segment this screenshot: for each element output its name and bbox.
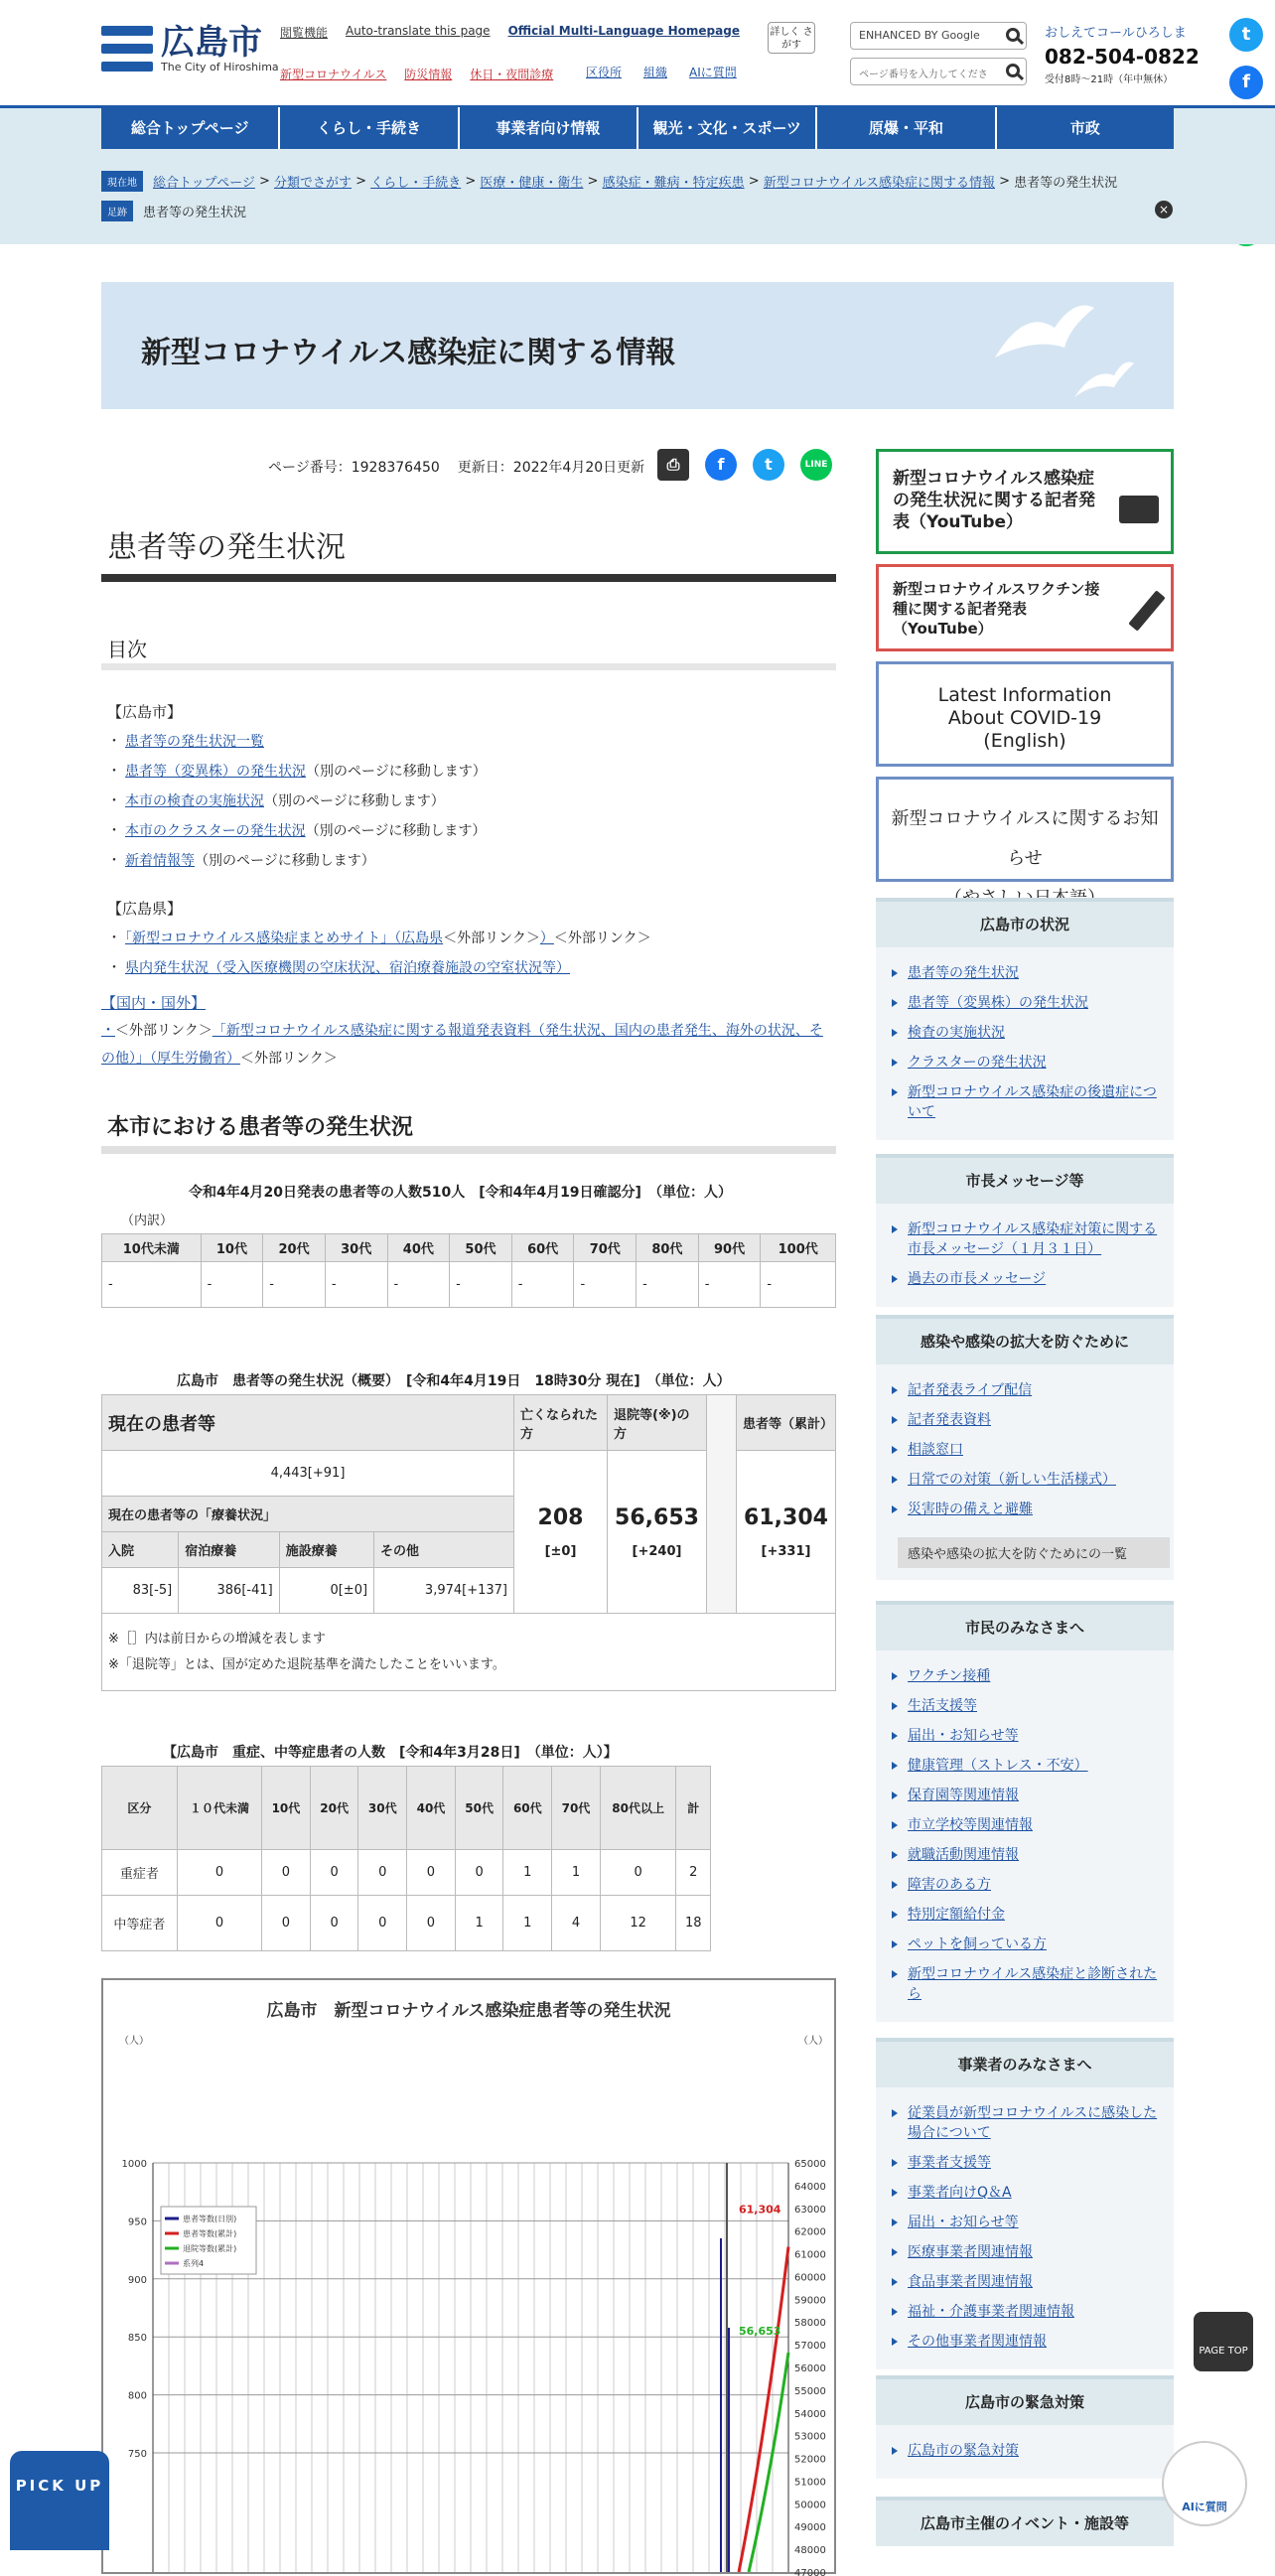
legend-label: 退院等数(累計) — [183, 2244, 237, 2253]
y-axis-left-label: （人） — [119, 2036, 149, 2047]
sidebar-link[interactable]: 保育園等関連情報 — [892, 1786, 1158, 1805]
site-header — [0, 0, 1275, 105]
sidebar-link[interactable]: 事業者向けQ＆A — [892, 2183, 1158, 2203]
sidebar-link[interactable]: 医療事業者関連情報 — [892, 2242, 1158, 2262]
y-tick-right: 50000 — [794, 2500, 826, 2511]
breadcrumb-item[interactable]: くらし・手続き — [370, 176, 462, 191]
y-tick-right: 61000 — [794, 2249, 826, 2261]
section-heading: 広島市主催のイベント・施設等 — [876, 2497, 1174, 2546]
table-header: 20代 — [263, 1234, 326, 1262]
list-item: ・ 本市の検査の実施状況（別のページに移動します） — [107, 793, 445, 809]
table-cell: 0 — [358, 1850, 407, 1896]
sidebar-section-citizens — [876, 1601, 1174, 2022]
facebook-share-icon[interactable]: f — [705, 449, 737, 481]
list-item: ・ 県内発生状況（受入医療機関の空床状況、宿泊療養施設の空室状況等） — [107, 960, 570, 976]
sidebar-link[interactable]: 新型コロナウイルス感染症と診断されたら — [892, 1964, 1158, 2004]
dead-label: 亡くなられた方 — [514, 1395, 608, 1451]
cases-chart — [101, 1978, 836, 2574]
table-header: 30代 — [358, 1767, 407, 1850]
table-cell: - — [387, 1262, 450, 1308]
ward-office-link[interactable]: 区役所 — [586, 66, 623, 79]
breadcrumb-item[interactable]: 新型コロナウイルス感染症に関する情報 — [763, 176, 995, 191]
header-utility-links — [280, 24, 740, 41]
organization-link[interactable]: 組織 — [643, 66, 668, 79]
global-nav — [101, 107, 1174, 149]
callcenter-number: 082-504-0822 — [1045, 45, 1200, 69]
table-cell: - — [637, 1262, 699, 1308]
annotation-label: 61,304 — [739, 2203, 781, 2217]
current-value: 4,443[+91] — [102, 1451, 514, 1497]
pickup-button[interactable]: PICK UP — [10, 2451, 109, 2550]
y-tick-right: 57000 — [794, 2341, 826, 2353]
list-item: ・ 「新型コロナウイルス感染症まとめサイト」（広島県＜外部リンク＞）＜外部リンク＞ — [107, 930, 651, 946]
y-tick-left: 800 — [127, 2390, 147, 2402]
sidebar-link[interactable]: ペットを飼っている方 — [892, 1934, 1158, 1954]
y-tick-left: 1000 — [121, 2159, 147, 2170]
y-tick-right: 51000 — [794, 2477, 826, 2489]
national-links — [101, 989, 836, 1073]
share-icons — [657, 449, 832, 481]
care-header: 施設療養 — [279, 1532, 373, 1568]
y-tick-right: 49000 — [794, 2522, 826, 2534]
press-youtube-button[interactable]: 新型コロナウイルス感染症の発生状況に関する記者発表（YouTube） — [876, 449, 1174, 554]
covid-link[interactable]: 新型コロナウイルス — [280, 68, 387, 81]
nav-item-life[interactable]: くらし・手続き — [280, 107, 459, 149]
table-cell: - — [574, 1262, 637, 1308]
legend-label: 系列4 — [183, 2259, 205, 2268]
sidebar-section-emergency — [876, 2375, 1174, 2479]
section-heading: 市長メッセージ等 — [876, 1154, 1174, 1204]
table-header: 10代 — [262, 1767, 311, 1850]
sidebar-link[interactable]: 市立学校等関連情報 — [892, 1815, 1158, 1835]
y-tick-right: 62000 — [794, 2226, 826, 2238]
view-function-link[interactable]: 閲覧機能 — [280, 26, 329, 40]
y-tick-left: 850 — [127, 2333, 147, 2345]
annotation-label: 56,653 — [739, 2325, 781, 2339]
breadcrumb: 現在地 総合トップページ > 分類でさがす > くらし・手続き > 医療・健康・衛生 > 感染症・難病・特定疾患 > 新型コロナウイルス感染症に関する情報 > 患者等の発生状況 — [101, 171, 1117, 192]
page-top-button[interactable]: PAGE TOP — [1194, 2312, 1253, 2371]
line-share-icon[interactable]: LINE — [800, 449, 832, 481]
care-value: 83[-5] — [102, 1568, 179, 1614]
title-underline — [101, 574, 836, 582]
nav-item-top[interactable]: 総合トップページ — [101, 107, 280, 149]
table-header: 50代 — [455, 1767, 503, 1850]
nav-item-peace[interactable]: 原爆・平和 — [817, 107, 996, 149]
table-cell: 0 — [177, 1850, 261, 1896]
site-search-input[interactable]: ENHANCED BY Google — [850, 22, 1027, 50]
summary-table — [101, 1394, 836, 1691]
table-cell: - — [102, 1262, 202, 1308]
table-cell: - — [698, 1262, 761, 1308]
table-cell: 中等症者 — [102, 1896, 178, 1951]
sidebar-link[interactable]: 障害のある方 — [892, 1875, 1158, 1895]
nav-item-tourism[interactable]: 観光・文化・スポーツ — [638, 107, 817, 149]
detailed-search-button[interactable]: 詳しく さがす — [768, 22, 815, 54]
table-gap — [707, 1395, 737, 1614]
care-value: 3,974[+137] — [374, 1568, 514, 1614]
legend-label: 患者等数(累計) — [183, 2229, 237, 2238]
y-axis-right-label: （人） — [798, 2036, 828, 2047]
table-cell: - — [263, 1262, 326, 1308]
toc-underline — [101, 663, 836, 670]
recovered-label: 退院等(※)の方 — [608, 1395, 707, 1451]
table-header: 40代 — [387, 1234, 450, 1262]
y-tick-right: 48000 — [794, 2545, 826, 2557]
bird-decoration-icon — [975, 288, 1154, 407]
y-tick-right: 47000 — [794, 2568, 826, 2576]
ai-question-link[interactable]: AIに質問 — [689, 66, 737, 79]
y-tick-right: 54000 — [794, 2408, 826, 2420]
table-header: 30代 — [325, 1234, 387, 1262]
y-tick-right: 65000 — [794, 2159, 826, 2170]
easy-japanese-button[interactable]: 新型コロナウイルスに関するお知らせ — [876, 777, 1174, 882]
table-header: 10代 — [201, 1234, 263, 1262]
page-banner — [101, 282, 1174, 409]
table-cell: 1 — [455, 1896, 503, 1951]
disaster-link[interactable]: 防災情報 — [404, 68, 453, 81]
recovered-cell: 56,653 [+240] — [608, 1451, 707, 1614]
section-more-link[interactable]: 感染や感染の拡大を防ぐためにの一覧 — [898, 1537, 1170, 1568]
table-cell: 12 — [600, 1896, 676, 1951]
y-tick-right: 56000 — [794, 2363, 826, 2374]
page-meta — [268, 457, 644, 477]
search-icon[interactable] — [1006, 64, 1020, 77]
sidebar-link[interactable]: 福祉・介護事業者関連情報 — [892, 2302, 1158, 2322]
sidebar-section-prevention — [876, 1315, 1174, 1580]
callcenter-hours: 受付8時～21時（年中無休） — [1045, 74, 1174, 85]
section-heading: 感染や感染の拡大を防ぐために — [876, 1315, 1174, 1364]
table-cell: 0 — [407, 1896, 456, 1951]
sidebar-link[interactable]: 健康管理（ストレス・不安） — [892, 1756, 1158, 1776]
table-header: 40代 — [407, 1767, 456, 1850]
logo-subtitle: The City of Hiroshima — [161, 60, 279, 73]
twitter-icon[interactable]: t — [1229, 18, 1263, 52]
sidebar-link[interactable]: 新型コロナウイルス感染症対策に関する市長メッセージ（１月３１日） — [892, 1219, 1158, 1259]
table-header: 計 — [676, 1767, 711, 1850]
table-cell: 1 — [503, 1896, 552, 1951]
sidebar-link[interactable]: ワクチン接種 — [892, 1666, 1158, 1686]
table-header: 20代 — [310, 1767, 358, 1850]
table-header: 50代 — [450, 1234, 512, 1262]
site-logo[interactable] — [101, 24, 279, 73]
care-header: 入院 — [102, 1532, 179, 1568]
table-cell: 0 — [177, 1896, 261, 1951]
sidebar-link[interactable]: 従業員が新型コロナウイルスに感染した場合について — [892, 2103, 1158, 2143]
auto-translate-link[interactable]: Auto-translate this page — [346, 24, 491, 38]
holiday-clinic-link[interactable]: 休日・夜間診療 — [470, 68, 554, 81]
page-updated: 更新日：2022年4月20日更新 — [457, 460, 645, 476]
list-item: ・＜外部リンク＞「新型コロナウイルス感染症に関する報道発表資料（発生状況、国内の患者発生、海外の状況、その他）」（厚生労働省）＜外部リンク＞ — [101, 1023, 823, 1067]
sidebar-link[interactable]: 就職活動関連情報 — [892, 1845, 1158, 1865]
trail-item[interactable]: 患者等の発生状況 — [143, 206, 247, 220]
age-breakdown-table — [101, 1233, 836, 1308]
table1-sub: （内訳） — [121, 1214, 174, 1228]
table-header: 10代未満 — [102, 1234, 202, 1262]
page-number: ページ番号：1928376450 — [268, 460, 440, 476]
breadcrumb-item[interactable]: 総合トップページ — [153, 176, 255, 191]
nav-item-business[interactable]: 事業者向け情報 — [460, 107, 638, 149]
print-icon[interactable]: ⎙ — [657, 449, 689, 481]
table-header: 80代 — [637, 1234, 699, 1262]
care-value: 0[±0] — [279, 1568, 373, 1614]
table-cell: - — [201, 1262, 263, 1308]
list-item: ・ 患者等（変異株）の発生状況（別のページに移動します） — [107, 764, 487, 780]
sidebar-link[interactable]: 届出・お知らせ等 — [892, 2213, 1158, 2232]
table-cell: 0 — [262, 1896, 311, 1951]
section-underline — [101, 1146, 836, 1154]
chart-title: 広島市 新型コロナウイルス感染症患者等の発生状況 — [266, 2001, 671, 2021]
table-cell: 0 — [262, 1850, 311, 1896]
severity-table — [101, 1766, 711, 1951]
city-heading: 【広島市】 — [107, 703, 183, 721]
sidebar-link[interactable]: 特別定額給付金 — [892, 1905, 1158, 1925]
table-header: 80代以上 — [600, 1767, 676, 1850]
facebook-icon[interactable]: f — [1229, 66, 1263, 99]
total-label: 患者等（累計） — [737, 1395, 836, 1451]
section-heading: 事業者のみなさまへ — [876, 2038, 1174, 2087]
table-header: １０代未満 — [177, 1767, 261, 1850]
sidebar-link[interactable]: 検査の実施状況 — [892, 1023, 1158, 1043]
english-info-button[interactable]: Latest Information About COVID-19 (English) — [876, 661, 1174, 767]
table2-notes: ※［］内は前日からの増減を表します ※「退院等」とは、国が定めた退院基準を満たしたことをいいます。 — [102, 1614, 836, 1691]
y-tick-right: 64000 — [794, 2181, 826, 2193]
section-heading: 広島市の緊急対策 — [876, 2375, 1174, 2425]
close-icon[interactable]: × — [1155, 201, 1173, 218]
table-header: 70代 — [574, 1234, 637, 1262]
table-cell: 0 — [407, 1850, 456, 1896]
pref-heading: 【広島県】 — [107, 900, 183, 918]
table-cell: 0 — [455, 1850, 503, 1896]
vaccine-youtube-button[interactable]: 新型コロナウイルスワクチン接種に関する記者発表（YouTube） — [876, 564, 1174, 651]
table2-caption: 広島市 患者等の発生状況（概要） [令和4年4月19日 18時30分 現在] （単位：人） — [177, 1373, 731, 1389]
care-value: 386[-41] — [179, 1568, 279, 1614]
sidebar-link[interactable]: 新型コロナウイルス感染症の後遺症について — [892, 1082, 1158, 1122]
logo-mark-icon — [101, 24, 153, 73]
national-heading[interactable]: 【国内・国外】 — [101, 994, 207, 1012]
y-tick-right: 60000 — [794, 2272, 826, 2284]
table-header: 70代 — [552, 1767, 601, 1850]
page-title: 患者等の発生状況 — [107, 530, 346, 565]
list-item: ・ 新着情報等（別のページに移動します） — [107, 853, 375, 869]
table-cell: 0 — [600, 1850, 676, 1896]
table-cell: 0 — [310, 1896, 358, 1951]
table-cell: 0 — [310, 1850, 358, 1896]
sidebar-link[interactable]: 患者等（変異株）の発生状況 — [892, 993, 1158, 1013]
y-tick-right: 53000 — [794, 2431, 826, 2443]
logo-title: 広島市 — [161, 22, 262, 63]
sidebar-section-city-status — [876, 898, 1174, 1140]
y-tick-left: 950 — [127, 2217, 147, 2228]
toc-title: 目次 — [107, 638, 147, 661]
table-header: 60代 — [503, 1767, 552, 1850]
section-heading: 広島市の状況 — [876, 898, 1174, 947]
table-cell: - — [511, 1262, 574, 1308]
sidebar-link[interactable]: 過去の市長メッセージ — [892, 1269, 1158, 1289]
breadcrumb-tag: 現在地 — [101, 171, 143, 192]
sidebar-link[interactable]: 日常での対策（新しい生活様式） — [892, 1470, 1158, 1490]
current-label: 現在の患者等 — [102, 1395, 514, 1451]
list-item: ・ 患者等の発生状況一覧 — [107, 734, 264, 750]
table-header: 区分 — [102, 1767, 178, 1850]
table-cell: 18 — [676, 1896, 711, 1951]
sidebar-link[interactable]: 広島市の緊急対策 — [892, 2441, 1158, 2461]
city-links — [107, 697, 487, 876]
table-cell: 0 — [358, 1896, 407, 1951]
table3-caption: 【広島市 重症、中等症患者の人数 [令和4年3月28日] （単位：人）】 — [163, 1745, 618, 1761]
section-heading: 市民のみなさまへ — [876, 1601, 1174, 1650]
y-tick-right: 52000 — [794, 2454, 826, 2466]
sidebar-link[interactable]: その他事業者関連情報 — [892, 2332, 1158, 2352]
y-tick-right: 55000 — [794, 2385, 826, 2397]
table-cell: - — [761, 1262, 836, 1308]
y-tick-right: 59000 — [794, 2295, 826, 2307]
trail-tag: 足跡 — [101, 201, 133, 221]
care-label: 現在の患者等の「療養状況」 — [102, 1497, 514, 1532]
table1-caption: 令和4年4月20日発表の患者等の人数510人 [令和4年4月19日確認分] （単位：人） — [189, 1185, 732, 1201]
sidebar-link[interactable]: 生活支援等 — [892, 1696, 1158, 1716]
table-cell: - — [450, 1262, 512, 1308]
sidebar-link[interactable]: 食品事業者関連情報 — [892, 2272, 1158, 2292]
table-cell: 2 — [676, 1850, 711, 1896]
table-cell: 1 — [552, 1850, 601, 1896]
y-tick-right: 58000 — [794, 2318, 826, 2330]
video-camera-icon — [1119, 496, 1159, 523]
sidebar-link[interactable]: 記者発表資料 — [892, 1410, 1158, 1430]
page-number-input[interactable]: ページ番号を入力してくださ — [850, 58, 1027, 85]
sidebar-section-business — [876, 2038, 1174, 2369]
ai-chat-button[interactable]: AIに質問 — [1162, 2441, 1247, 2526]
list-item: ・ 本市のクラスターの発生状況（別のページに移動します） — [107, 823, 487, 839]
breadcrumb-item[interactable]: 分類でさがす — [274, 176, 353, 191]
y-tick-right: 63000 — [794, 2204, 826, 2216]
care-header: 宿泊療養 — [179, 1532, 279, 1568]
table-header: 60代 — [511, 1234, 574, 1262]
callcenter-info — [1045, 22, 1200, 85]
y-tick-left: 900 — [127, 2274, 147, 2286]
table-cell: 1 — [503, 1850, 552, 1896]
header-office-links — [586, 64, 737, 80]
section-title: 本市における患者等の発生状況 — [107, 1115, 414, 1140]
sidebar-section-events — [876, 2497, 1174, 2546]
syringe-icon — [1128, 590, 1165, 631]
table-cell: - — [325, 1262, 387, 1308]
twitter-share-icon[interactable]: t — [753, 449, 784, 481]
sidebar-link[interactable]: 災害時の備えと避難 — [892, 1500, 1158, 1519]
sidebar-link[interactable]: 事業者支援等 — [892, 2153, 1158, 2173]
care-header: その他 — [374, 1532, 514, 1568]
dead-cell: 208 [±0] — [514, 1451, 608, 1614]
table-cell: 重症者 — [102, 1850, 178, 1896]
callcenter-title[interactable]: おしえてコールひろしま — [1045, 26, 1187, 41]
breadcrumb-current: 患者等の発生状況 — [1014, 176, 1118, 191]
y-tick-left: 750 — [127, 2449, 147, 2460]
table-cell: 4 — [552, 1896, 601, 1951]
header-emergency-links — [280, 66, 553, 82]
sidebar-link[interactable]: 患者等の発生状況 — [892, 963, 1158, 983]
multilanguage-link[interactable]: Official Multi-Language Homepage — [507, 24, 740, 38]
search-icon[interactable] — [1006, 28, 1020, 42]
legend-label: 患者等数(日別) — [183, 2215, 237, 2223]
banner-title: 新型コロナウイルス感染症に関する情報 — [141, 336, 676, 370]
breadcrumb-item[interactable]: 医療・健康・衛生 — [480, 176, 584, 191]
cases-chart-svg — [103, 1980, 834, 2576]
breadcrumb-trail — [101, 201, 246, 221]
sidebar-section-mayor — [876, 1154, 1174, 1307]
sidebar-link[interactable]: 記者発表ライブ配信 — [892, 1380, 1158, 1400]
total-cell: 61,304 [+331] — [737, 1451, 836, 1614]
breadcrumb-item[interactable]: 感染症・難病・特定疾患 — [602, 176, 745, 191]
pref-links — [107, 894, 836, 983]
sidebar-link[interactable]: 届出・お知らせ等 — [892, 1726, 1158, 1746]
sidebar-link[interactable]: クラスターの発生状況 — [892, 1053, 1158, 1073]
table-header: 100代 — [761, 1234, 836, 1262]
nav-item-city[interactable]: 市政 — [997, 107, 1174, 149]
table-header: 90代 — [698, 1234, 761, 1262]
sidebar-link[interactable]: 相談窓口 — [892, 1440, 1158, 1460]
